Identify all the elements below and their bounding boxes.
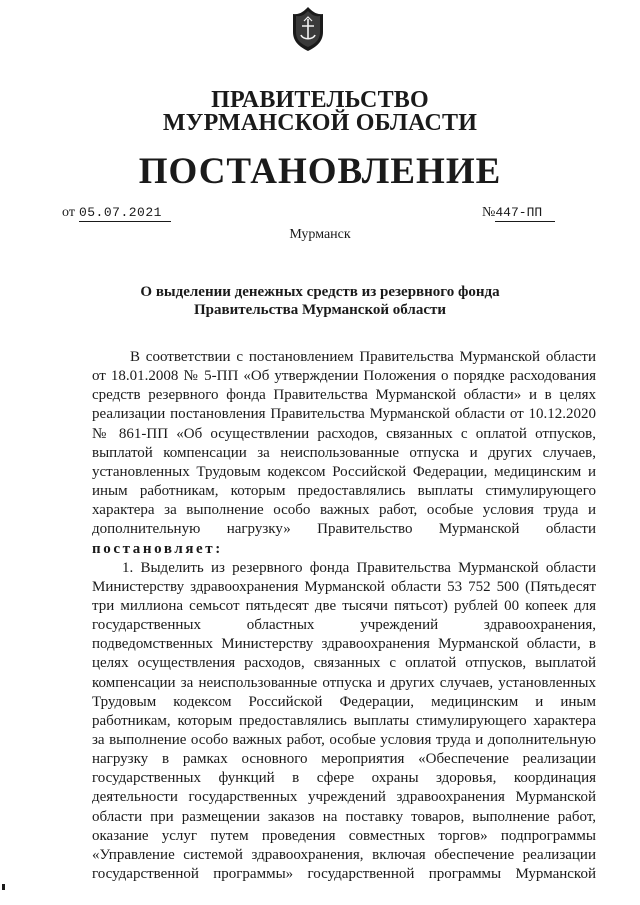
body-line: от 18.01.2008 № 5-ПП «Об утверждении Положения о порядке расходования <box>92 368 596 385</box>
date-prefix: от <box>62 205 75 220</box>
body-line: Министерству здравоохранения Мурманской области 53 752 500 (Пятьдесят <box>92 578 596 595</box>
government-name-line2: МУРМАНСКОЙ ОБЛАСТИ <box>162 110 478 136</box>
body-line: области при размещении заказов на поставку товаров, выполнение работ, <box>92 808 596 825</box>
body-line: установленных Трудовым кодексом Российской Федерации, медицинским и <box>92 463 596 480</box>
body-line: дополнительную нагрузку» Правительство Мурманской области <box>92 521 596 538</box>
body-line: характера за выполнение особо важных работ, особые условия труда и <box>92 502 596 519</box>
body-line: выплатой компенсации за неиспользованные отпуска и других случаев, <box>92 444 596 461</box>
body-line: работникам, которым предоставлялись выплаты стимулирующего характера <box>92 712 596 729</box>
subject-line-1: О выделении денежных средств из резервного фонда <box>140 284 500 300</box>
body-line: деятельности государственных учреждений здравоохранения Мурманской <box>92 789 596 806</box>
body-line: 1. Выделить из резервного фонда Правительства Мурманской области <box>122 559 596 576</box>
body-line: государственной программы» государственной программы Мурманской <box>92 866 596 883</box>
body-line: иным работникам, которым предоставлялись выплаты стимулирующего <box>92 483 596 500</box>
body-line: средств резервного фонда Правительства Мурманской области» и в целях <box>92 387 596 404</box>
document-city: Мурманск <box>289 227 351 242</box>
body-line: государственных функций в сфере охраны здоровья, координация <box>92 770 596 787</box>
number-value: 447-ПП <box>495 205 555 222</box>
body-line: реализации постановления Правительства Мурманской области от 10.12.2020 <box>92 406 596 423</box>
document-date <box>62 205 171 222</box>
date-value: 05.07.2021 <box>79 205 171 222</box>
scan-mark <box>2 884 5 890</box>
number-prefix: № <box>482 205 496 220</box>
body-line: постановляет: <box>92 540 223 557</box>
body-line: нагрузку в рамках основного мероприятия «Обеспечение реализации <box>92 751 596 768</box>
body-line: за выполнение особо важных работ, особые условия труда и дополнительную <box>92 732 596 748</box>
body-line: Трудовым кодексом Российской Федерации, медицинским и иным <box>92 693 596 710</box>
body-line: В соответствии с постановлением Правительства Мурманской области <box>130 349 596 365</box>
body-line: подведомственных Министерству здравоохранения Мурманской области, в <box>92 636 596 653</box>
body-line: оказание услуг путем проведения совместных торгов» подпрограммы <box>92 827 596 844</box>
body-line: № 861-ПП «Об осуществлении расходов, связанных с оплатой отпусков, <box>92 425 596 442</box>
coat-of-arms-icon <box>290 6 326 52</box>
government-name-line1: ПРАВИТЕЛЬСТВО <box>211 87 429 113</box>
body-line: компенсации за неиспользованные отпуска и других случаев, установленных <box>92 674 596 691</box>
document-number <box>482 205 555 222</box>
subject-line-2: Правительства Мурманской области <box>193 302 447 318</box>
body-line: государственных областных учреждений здравоохранения, <box>92 617 596 634</box>
body-line: «Управление системой здравоохранения, включая обеспечение реализации <box>92 846 596 863</box>
document-type-title: ПОСТАНОВЛЕНИЕ <box>138 151 502 192</box>
body-line: целях осуществления расходов, связанных с оплатой отпусков, выплатой <box>92 655 596 672</box>
body-line: три миллиона семьсот пятьдесят две тысячи пятьсот) рублей 00 копеек для <box>92 597 596 614</box>
